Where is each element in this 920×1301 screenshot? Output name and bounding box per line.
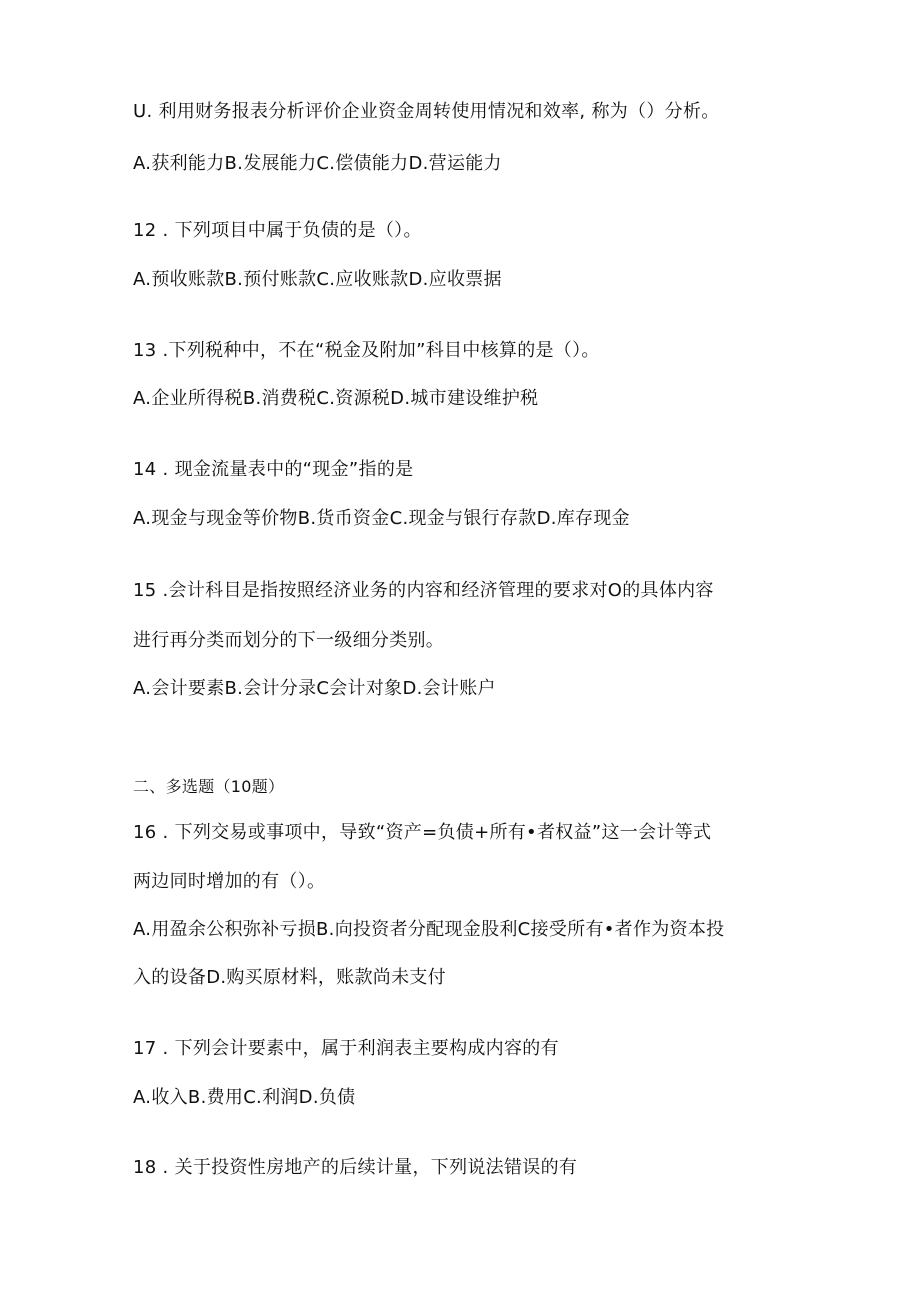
section-heading: 二、多选题（10题） (133, 777, 285, 796)
question-11-stem: U. 利用财务报表分析评价企业资金周转使用情况和效率, 称为（）分析。 (133, 101, 720, 122)
question-17-stem: 17 . 下列会计要素中，属于利润表主要构成内容的有 (133, 1038, 559, 1059)
question-16-stem-line1: 16 . 下列交易或事项中，导致“资产=负债+所有•者权益”这一会计等式 (133, 822, 712, 843)
question-15-stem-line1: 15 .会计科目是指按照经济业务的内容和经济管理的要求对O的具体内容 (133, 580, 714, 601)
question-15-stem-line2: 进行再分类而划分的下一级细分类别。 (133, 630, 445, 651)
question-12-stem: 12 . 下列项目中属于负债的是（）。 (133, 220, 422, 241)
question-13-stem: 13 .下列税种中，不在“税金及附加”科目中核算的是（）。 (133, 340, 600, 361)
question-16-options-line2: 入的设备D.购买原材料，账款尚未支付 (133, 967, 446, 988)
question-15-options: A.会计要素B.会计分录C会计对象D.会计账户 (133, 678, 496, 699)
question-13-options: A.企业所得税B.消费税C.资源税D.城市建设维护税 (133, 388, 539, 409)
question-17-options: A.收入B.费用C.利润D.负债 (133, 1087, 356, 1108)
question-14-options: A.现金与现金等价物B.货币资金C.现金与银行存款D.库存现金 (133, 508, 630, 529)
question-16-options-line1: A.用盈余公积弥补亏损B.向投资者分配现金股利C接受所有•者作为资本投 (133, 919, 725, 940)
question-16-stem-line2: 两边同时增加的有（）。 (133, 871, 326, 892)
question-12-options: A.预收账款B.预付账款C.应收账款D.应收票据 (133, 269, 502, 290)
question-18-stem: 18 . 关于投资性房地产的后续计量，下列说法错误的有 (133, 1157, 578, 1178)
question-14-stem: 14 . 现金流量表中的“现金”指的是 (133, 459, 414, 480)
question-11-options: A.获利能力B.发展能力C.偿债能力D.营运能力 (133, 153, 502, 174)
